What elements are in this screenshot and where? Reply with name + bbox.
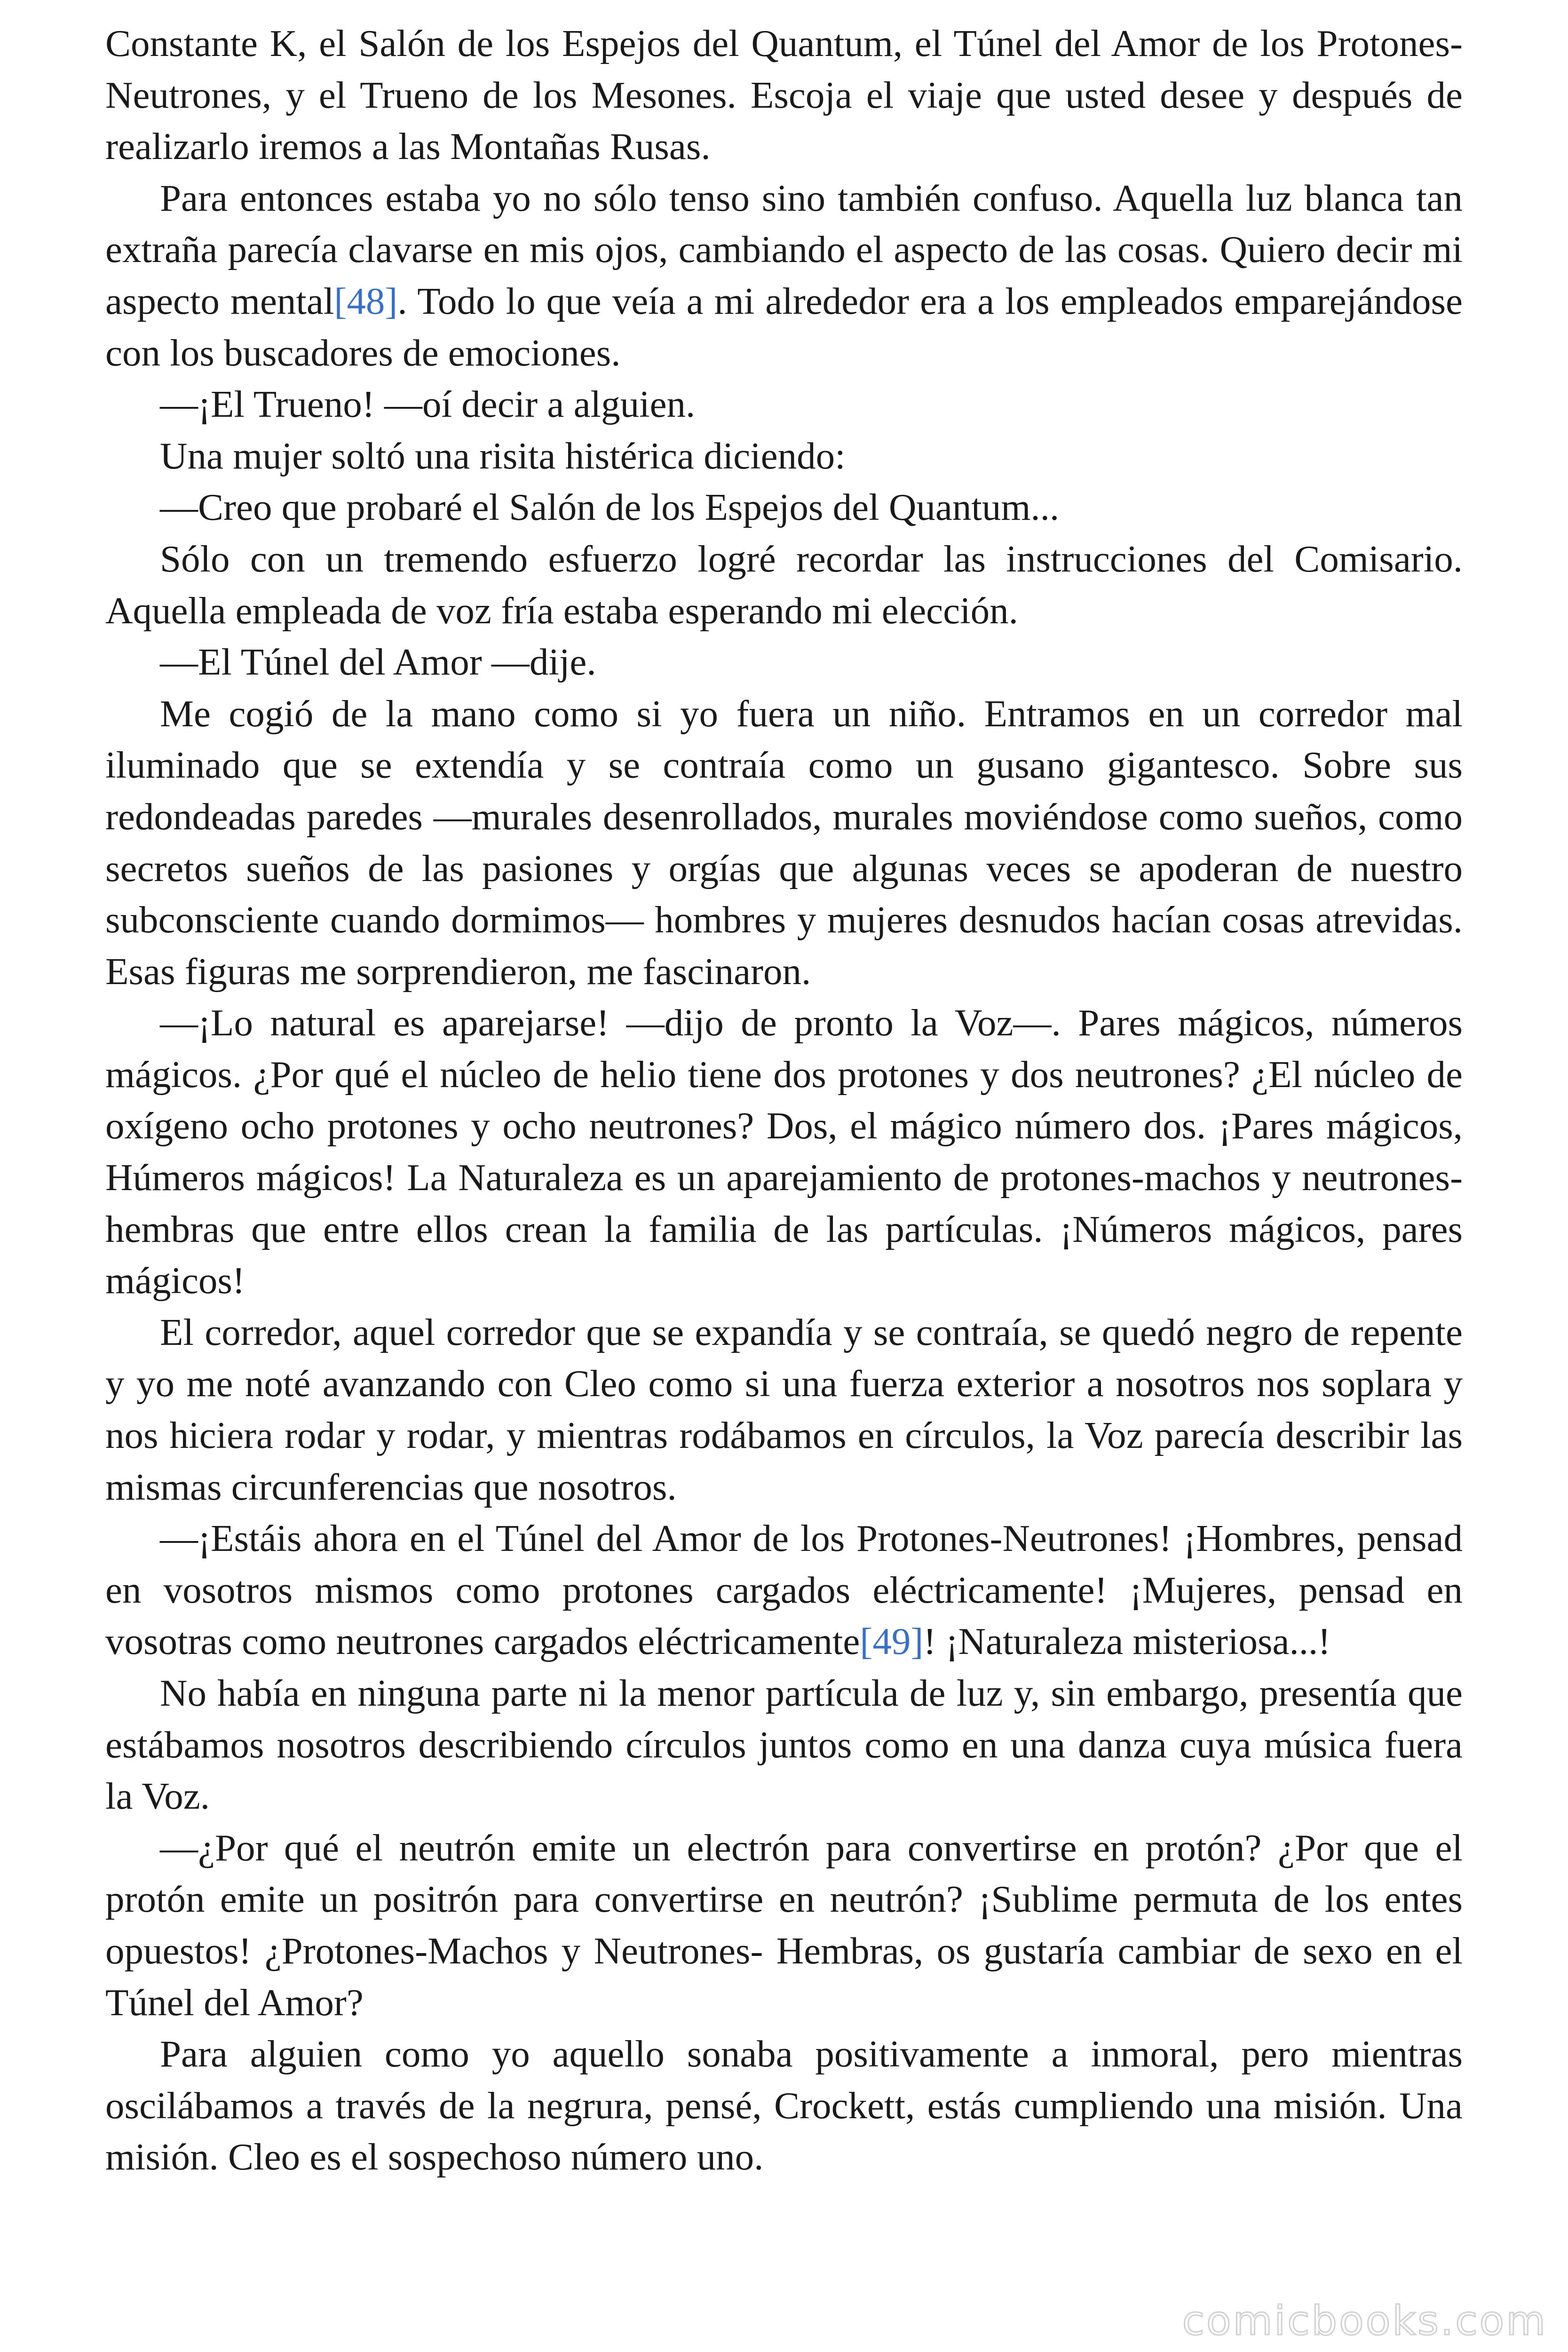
- paragraph-text: Me cogió de la mano como si yo fuera un niño. Entramos en un corredor mal iluminado que se extendía y se contraía como un gusano gigantesco. Sobre sus redondeadas paredes —murales desenrollados, murales moviéndose como sueños, como secretos sueños de las pasiones y orgías que algunas veces se apoderan de nuestro subconsciente cuando dormimos— hombres y mujeres desnudos hacían cosas atrevidas. Esas figuras me sorprendieron, me fascinaron.: [105, 692, 1463, 993]
- paragraph: [105, 1307, 1463, 1513]
- paragraph-text: —Creo que probaré el Salón de los Espejos del Quantum...: [160, 486, 1060, 529]
- paragraph-text: No había en ninguna parte ni la menor partícula de luz y, sin embargo, presentía que estábamos nosotros describiendo círculos juntos como en una danza cuya música fuera la Voz.: [105, 1672, 1463, 1818]
- paragraph-text: —¿Por qué el neutrón emite un electrón para convertirse en protón? ¿Por que el protón emite un positrón para convertirse en neutrón? ¡Sublime permuta de los entes opuestos! ¿Protones-Machos y Neutrones- Hembras, os gustaría cambiar de sexo en el Túnel del Amor?: [105, 1826, 1463, 2024]
- paragraph: [105, 430, 1463, 482]
- paragraph: [105, 18, 1463, 173]
- paragraph: [105, 1822, 1463, 2028]
- paragraph: [105, 379, 1463, 430]
- paragraph: [105, 2028, 1463, 2183]
- footnote-link[interactable]: [49]: [860, 1620, 924, 1663]
- paragraph-text: Sólo con un tremendo esfuerzo logré recordar las instrucciones del Comisario. Aquella empleada de voz fría estaba esperando mi elección.: [105, 537, 1463, 632]
- paragraph: [105, 688, 1463, 998]
- paragraph: [105, 1513, 1463, 1668]
- paragraph-text: Para alguien como yo aquello sonaba positivamente a inmoral, pero mientras oscilábamos a través de la negrura, pensé, Crockett, estás cumpliendo una misión. Una misión. Cleo es el sospechoso número uno.: [105, 2033, 1463, 2178]
- paragraph-text: —¡Lo natural es aparejarse! —dijo de pronto la Voz—. Pares mágicos, números mágicos. ¿Por qué el núcleo de helio tiene dos protones y dos neutrones? ¿El núcleo de oxígeno ocho protones y ocho neutrones? Dos, el mágico número dos. ¡Pares mágicos, Húmeros mágicos! La Naturaleza es un aparejamiento de protones-machos y neutrones-hembras que entre ellos crean la familia de las partículas. ¡Números mágicos, pares mágicos!: [105, 1001, 1463, 1302]
- paragraph-text: Para entonces estaba yo no sólo tenso sino también confuso. Aquella luz blanca tan extraña parecía clavarse en mis ojos, cambiando el aspecto de las cosas. Quiero decir mi aspecto mental: [105, 176, 1463, 322]
- paragraph: [105, 997, 1463, 1307]
- watermark: comicbooks.com: [1182, 2297, 1547, 2344]
- paragraph: [105, 636, 1463, 688]
- paragraph: [105, 533, 1463, 636]
- document-body: [105, 18, 1463, 2183]
- paragraph-text: —¡El Trueno! —oí decir a alguien.: [160, 383, 696, 426]
- paragraph-text: —¡Estáis ahora en el Túnel del Amor de los Protones-Neutrones! ¡Hombres, pensad en vosotros mismos como protones cargados eléctricamente! ¡Mujeres, pensad en vosotras como neutrones cargados eléctricamente: [105, 1517, 1463, 1663]
- paragraph-text: . Todo lo que veía a mi alrededor era a los empleados emparejándose con los buscadores de emociones.: [105, 279, 1463, 374]
- paragraph: [105, 173, 1463, 379]
- paragraph-text: —El Túnel del Amor —dije.: [160, 641, 596, 683]
- footnote-link[interactable]: [48]: [334, 279, 398, 322]
- paragraph-text: El corredor, aquel corredor que se expandía y se contraía, se quedó negro de repente y yo me noté avanzando con Cleo como si una fuerza exterior a nosotros nos soplara y nos hiciera rodar y rodar, y mientras rodábamos en círculos, la Voz parecía describir las mismas circunferencias que nosotros.: [105, 1311, 1463, 1508]
- paragraph: [105, 1668, 1463, 1822]
- paragraph: [105, 482, 1463, 533]
- paragraph-text: Constante K, el Salón de los Espejos del Quantum, el Túnel del Amor de los Protones-Neutrones, y el Trueno de los Mesones. Escoja el viaje que usted desee y después de realizarlo iremos a las Montañas Rusas.: [105, 22, 1463, 168]
- paragraph-text: Una mujer soltó una risita histérica diciendo:: [160, 434, 846, 477]
- paragraph-text: ! ¡Naturaleza misteriosa...!: [923, 1620, 1331, 1663]
